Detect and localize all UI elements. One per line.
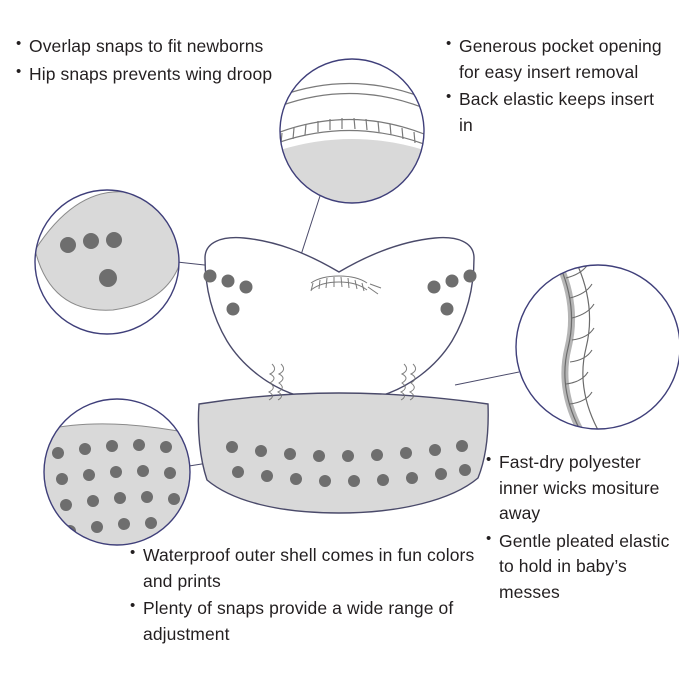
callout-item: • Back elastic keeps insert in xyxy=(446,87,670,138)
callout-bottom xyxy=(130,543,475,649)
hip-snaps-detail xyxy=(35,190,183,334)
callout-item: • Gentle pleated elastic to hold in baby’s messes xyxy=(486,529,676,606)
snap-grid-detail xyxy=(44,399,194,554)
diaper-body xyxy=(198,238,488,513)
pocket-opening-detail xyxy=(280,59,424,210)
leg-elastic-detail xyxy=(498,264,679,430)
callout-item: • Fast-dry polyester inner wicks mositure away xyxy=(486,450,676,527)
callout-top-right xyxy=(446,34,670,140)
callout-item: • Waterproof outer shell comes in fun colors and prints xyxy=(130,543,475,594)
callout-right xyxy=(486,450,676,607)
callout-item: • Plenty of snaps provide a wide range of adjustment xyxy=(130,596,475,647)
callout-item: • Generous pocket opening for easy insert removal xyxy=(446,34,670,85)
callout-item: • Overlap snaps to fit newborns xyxy=(16,34,286,60)
callout-item: • Hip snaps prevents wing droop xyxy=(16,62,286,88)
callout-top-left xyxy=(16,34,286,89)
